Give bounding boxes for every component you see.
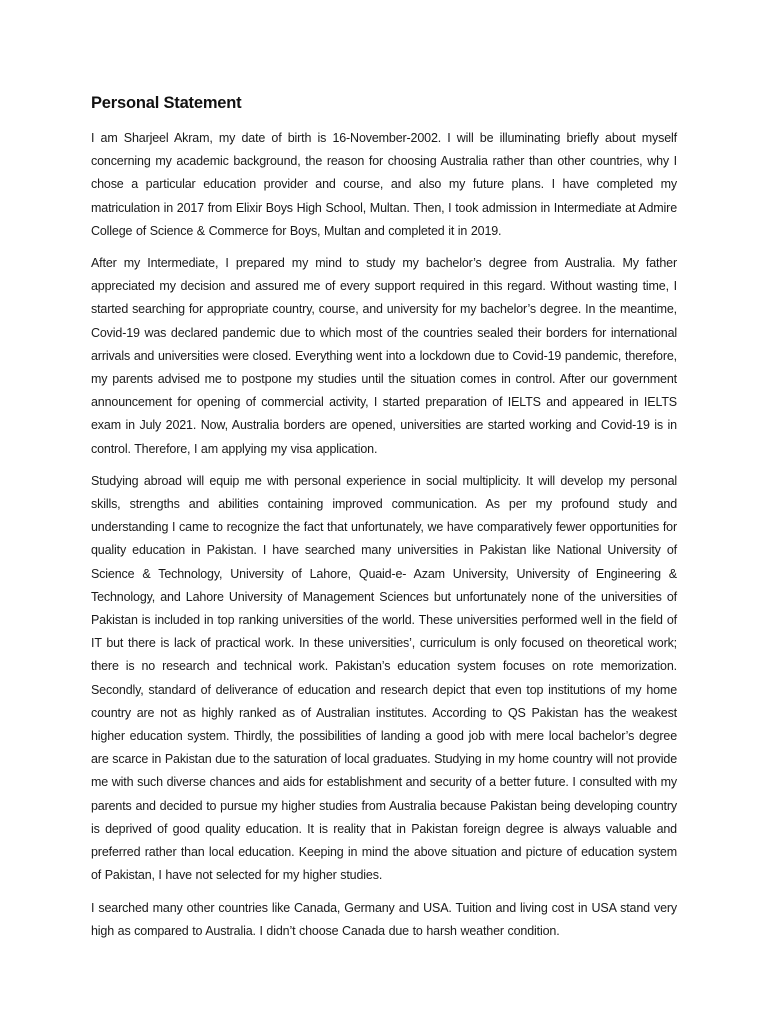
document-title: Personal Statement <box>91 94 242 112</box>
paragraph-academic-background: I am Sharjeel Akram, my date of birth is 16-November-2002. I will be illuminating briefly about myself concerning my academic background, the reason for choosing Australia rather than other countries, why I chose a particular education provider and course, and also my future plans. I have completed my matriculation in 2017 from Elixir Boys High School, Multan. Then, I took admission in Intermediate at Admire College of Science & Commerce for Boys, Multan and completed it in 2019. <box>91 131 677 238</box>
document-body <box>91 92 677 943</box>
paragraph-covid-delay: After my Intermediate, I prepared my mind to study my bachelor’s degree from Australia. My father appreciated my decision and assured me of every support required in this regard. Without wasting time, I started searching for appropriate country, course, and university for my bachelor’s degree. In the meantime, Covid-19 was declared pandemic due to which most of the countries sealed their borders for international arrivals and universities were closed. Everything went into a lockdown due to Covid-19 pandemic, therefore, my parents advised me to postpone my studies until the situation comes in control. After our government announcement for opening of commercial activity, I started preparation of IELTS and appeared in IELTS exam in July 2021. Now, Australia borders are opened, universities are started working and Covid-19 is in control. Therefore, I am applying my visa application. <box>91 256 677 456</box>
paragraph-country-comparison: I searched many other countries like Canada, Germany and USA. Tuition and living cost in USA stand very high as compared to Australia. I didn’t choose Canada due to harsh weather condition. <box>91 900 677 938</box>
paragraph-study-abroad-reasons: Studying abroad will equip me with personal experience in social multiplicity. It will develop my personal skills, strengths and abilities containing improved communication. As per my profound study and understanding I came to recognize the fact that unfortunately, we have comparatively fewer opportunities for quality education in Pakistan. I have searched many universities in Pakistan like National University of Science & Technology, University of Lahore, Quaid-e- Azam University, University of Engineering & Technology, and Lahore University of Management Sciences but unfortunately none of the universities of Pakistan is included in top ranking universities of the world. These universities performed well in the field of IT but there is lack of practical work. In these universities’, curriculum is only focused on theoretical work; there is no research and technical work. Pakistan’s education system focuses on rote memorization. Secondly, standard of deliverance of education and research depict that even top institutions of my home country are not as highly ranked as of Australian institutes. According to QS Pakistan has the weakest higher education system. Thirdly, the possibilities of landing a good job with mere local bachelor’s degree are scarce in Pakistan due to the saturation of local graduates. Studying in my home country will not provide me with such diverse chances and aids for establishment and security of a better future. I consulted with my parents and decided to pursue my higher studies from Australia because Pakistan being developing country is deprived of good quality education. It is reality that in Pakistan foreign degree is always valuable and preferred rather than local education. Keeping in mind the above situation and picture of education system of Pakistan, I have not selected for my higher studies. <box>91 473 677 883</box>
